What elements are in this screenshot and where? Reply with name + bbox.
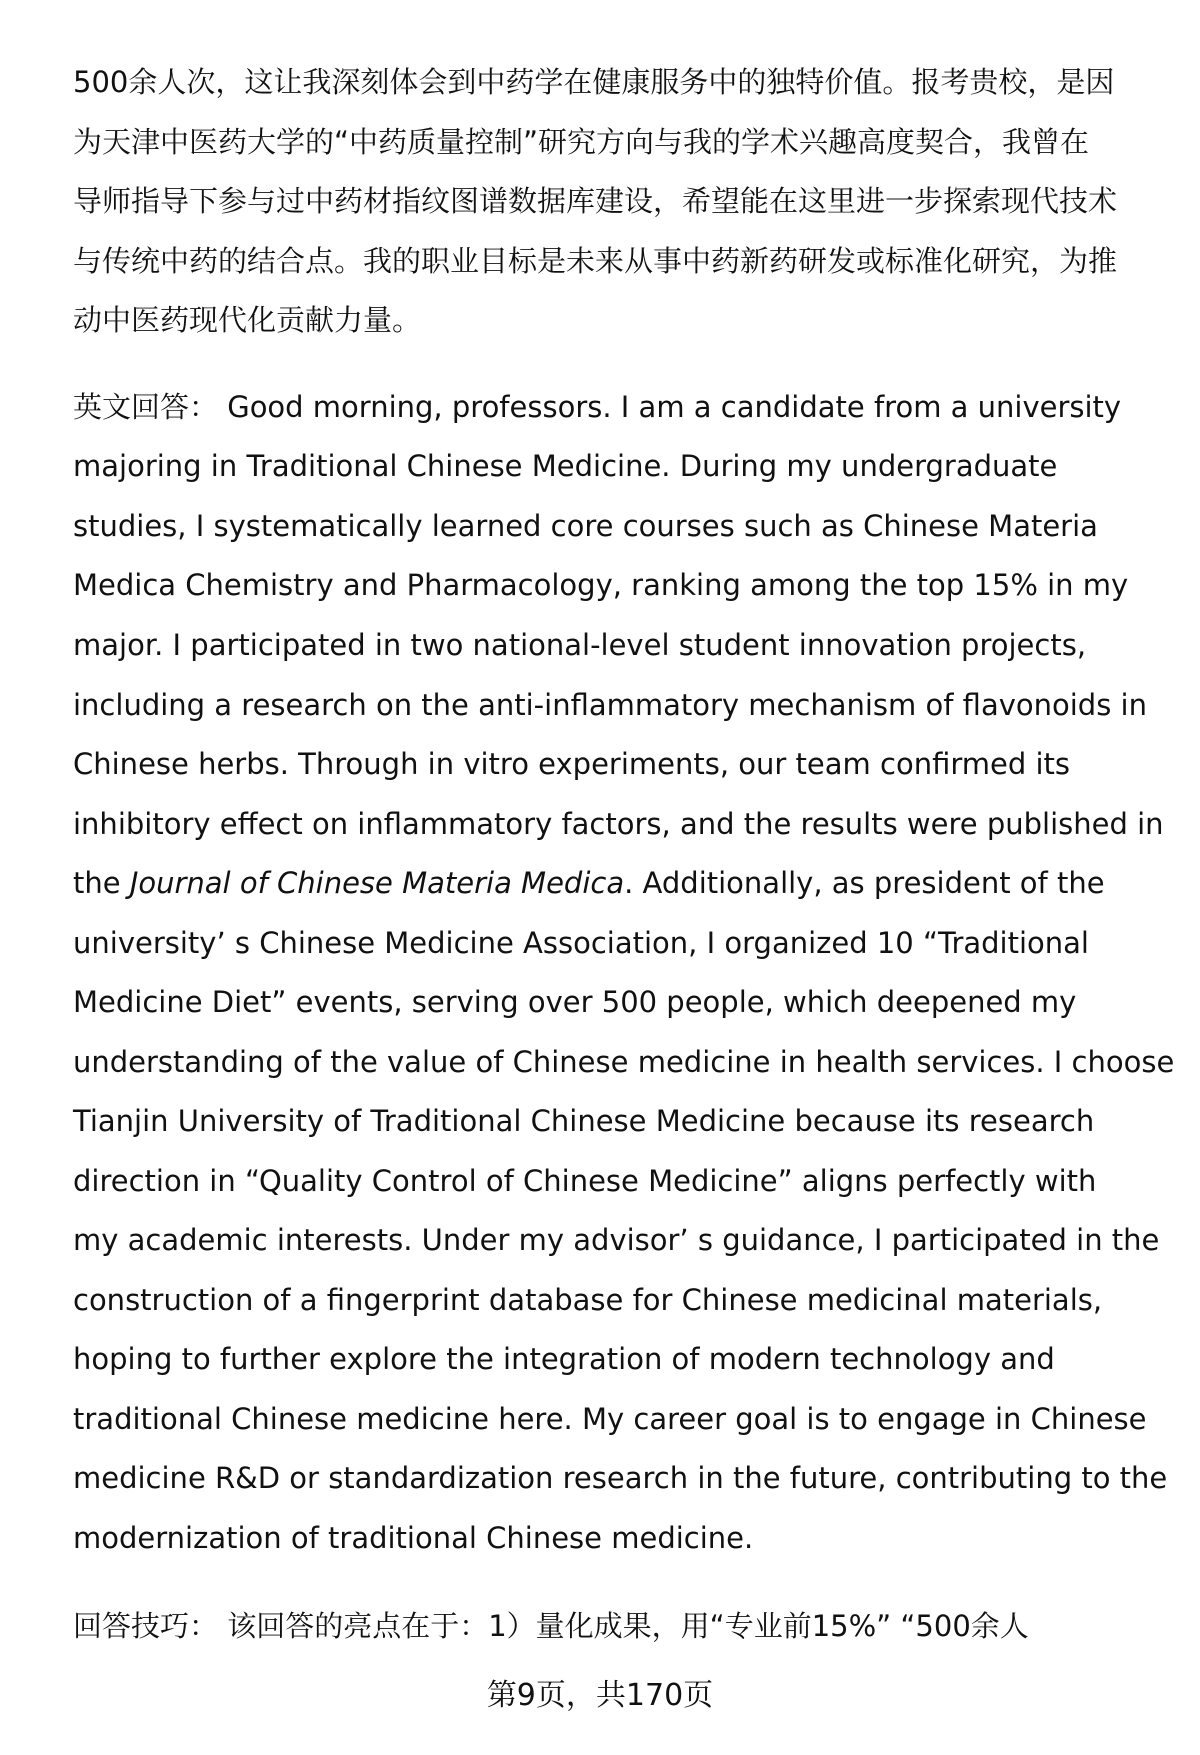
text-line: 500余人次，这让我深刻体会到中药学在健康服务中的独特价值。报考贵校，是因 [73, 65, 1115, 99]
text: . Additionally, as president of the [624, 866, 1105, 900]
text-line: traditional Chinese medicine here. My career goal is to engage in Chinese [73, 1402, 1147, 1436]
text-line: construction of a fingerprint database for Chinese medicinal materials, [73, 1283, 1103, 1317]
text-line: 为天津中医药大学的“中药质量控制”研究方向与我的学术兴趣高度契合，我曾在 [73, 125, 1090, 159]
text-line: Medicine Diet” events, serving over 500 people, which deepened my [73, 985, 1077, 1019]
text-line: modernization of traditional Chinese medicine. [73, 1521, 754, 1555]
text-line: studies, I systematically learned core courses such as Chinese Materia [73, 509, 1098, 543]
text-line: major. I participated in two national-level student innovation projects, [73, 628, 1087, 662]
text-line: Chinese herbs. Through in vitro experiments, our team confirmed its [73, 747, 1071, 781]
text-line: 动中医药现代化贡献力量。 [73, 303, 422, 337]
text-line: 与传统中药的结合点。我的职业目标是未来从事中药新药研发或标准化研究，为推 [73, 244, 1118, 278]
text-line: inhibitory effect on inflammatory factors, and the results were published in [73, 807, 1164, 841]
text-line: direction in “Quality Control of Chinese Medicine” aligns perfectly with [73, 1164, 1097, 1198]
text-line: majoring in Traditional Chinese Medicine. During my undergraduate [73, 449, 1058, 483]
text-line: my academic interests. Under my advisor’ s guidance, I participated in the [73, 1223, 1160, 1257]
page-number: 第9页，共170页 [486, 1678, 714, 1713]
text-line: university’ s Chinese Medicine Association, I organized 10 “Traditional [73, 926, 1089, 960]
text-line: medicine R&D or standardization research in the future, contributing to the [73, 1461, 1168, 1495]
text-line: 导师指导下参与过中药材指纹图谱数据库建设，希望能在这里进一步探索现代技术 [73, 184, 1118, 218]
text-line: hoping to further explore the integration of modern technology and [73, 1342, 1055, 1376]
text: the [73, 866, 130, 900]
answer-tips-line: 回答技巧： 该回答的亮点在于：1）量化成果，用“专业前15%” “500余人 [73, 1609, 1029, 1643]
text-line [73, 863, 1105, 903]
text-line: including a research on the anti-inflammatory mechanism of flavonoids in [73, 688, 1147, 722]
text-line: Tianjin University of Traditional Chinese Medicine because its research [73, 1104, 1095, 1138]
text-line: 英文回答： Good morning, professors. I am a candidate from a university [73, 390, 1122, 424]
text-line: Medica Chemistry and Pharmacology, ranking among the top 15% in my [73, 568, 1129, 602]
journal-title: Journal of Chinese Materia Medica [129, 866, 625, 900]
text-line: understanding of the value of Chinese medicine in health services. I choose [73, 1045, 1175, 1079]
